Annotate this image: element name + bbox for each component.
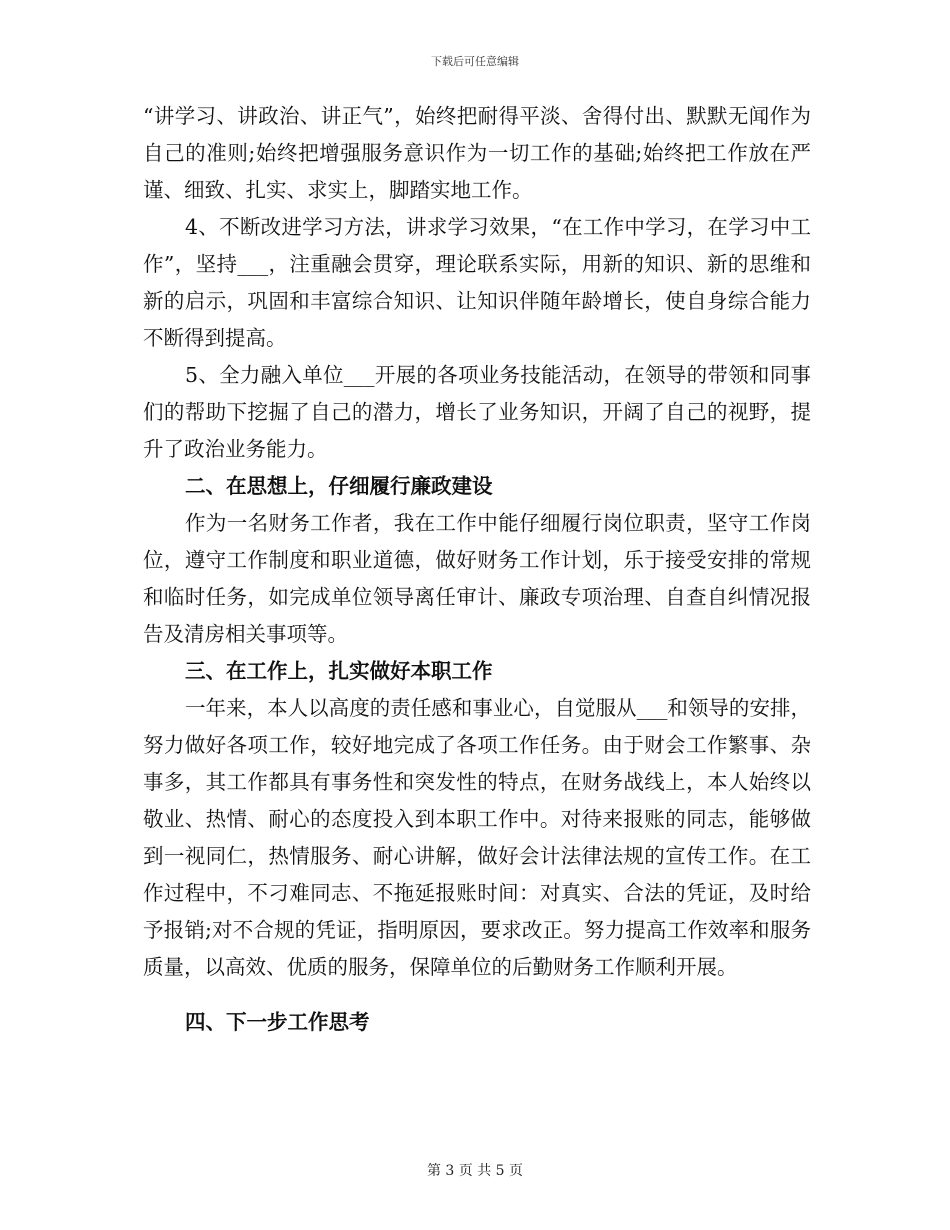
page-footer: 第 3 页 共 5 页 bbox=[426, 1163, 524, 1179]
document-body bbox=[143, 98, 811, 1041]
page-header: 下载后可任意编辑 bbox=[431, 55, 519, 68]
paragraph-principles: “讲学习、讲政治、讲正气”，始终把耐得平淡、舍得付出、默默无闻作为自己的准则;始终把增强服务意识作为一切工作的基础;始终把工作放在严谨、细致、扎实、求实上，脚踏实地工作。 bbox=[143, 104, 811, 202]
section-heading-3: 三、在工作上，扎实做好本职工作 bbox=[185, 659, 493, 683]
paragraph-work: 一年来，本人以高度的责任感和事业心，自觉服从___和领导的安排，努力做好各项工作，较好地完成了各项工作任务。由于财会工作繁事、杂事多，其工作都具有事务性和突发性的特点，在财务战线上，本人始终以敬业、热情、耐心的态度投入到本职工作中。对待来报账的同志，能够做到一视同仁，热情服务、耐心讲解，做好会计法律法规的宣传工作。在工作过程中，不刁难同志、不拖延报账时间：对真实、合法的凭证，及时给予报销;对不合规的凭证，指明原因，要求改正。努力提高工作效率和服务质量，以高效、优质的服务，保障单位的后勤财务工作顺利开展。 bbox=[143, 696, 811, 979]
paragraph-item-5: 5、全力融入单位___开展的各项业务技能活动，在领导的带领和同事们的帮助下挖掘了自己的潜力，增长了业务知识，开阔了自己的视野，提升了政治业务能力。 bbox=[143, 363, 811, 461]
section-heading-2: 二、在思想上，仔细履行廉政建设 bbox=[185, 474, 493, 498]
paragraph-integrity: 作为一名财务工作者，我在工作中能仔细履行岗位职责，坚守工作岗位，遵守工作制度和职业道德，做好财务工作计划，乐于接受安排的常规和临时任务，如完成单位领导离任审计、廉政专项治理、自查自纠情况报告及清房相关事项等。 bbox=[143, 511, 811, 646]
paragraph-item-4: 4、不断改进学习方法，讲求学习效果，“在工作中学习，在学习中工作”，坚持___，注重融会贯穿，理论联系实际，用新的知识、新的思维和新的启示，巩固和丰富综合知识、让知识伴随年龄增长，使自身综合能力不断得到提高。 bbox=[143, 215, 811, 350]
section-heading-4: 四、下一步工作思考 bbox=[185, 1010, 370, 1034]
